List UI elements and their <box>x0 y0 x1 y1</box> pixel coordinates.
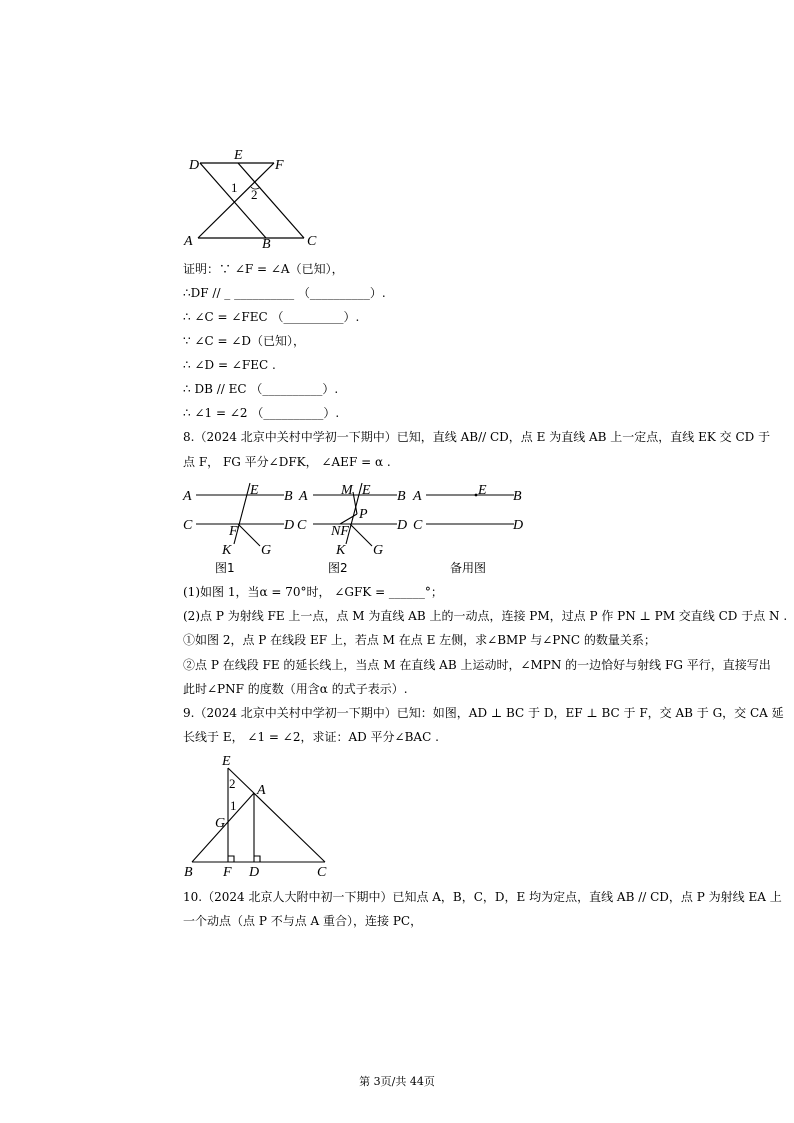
q9-stem-line-1: 9.（2024 北京中关村中学初一下期中）已知：如图，AD ⊥ BC 于 D，EF ⊥ BC 于 F，交 AB 于 G，交 CA 延 <box>183 706 784 720</box>
label-F: F <box>275 158 284 173</box>
q8-part-1: (1)如图 1，当α = 70°时， ∠GFK = ______°； <box>183 585 443 599</box>
fig2-label-C: C <box>297 518 307 533</box>
fig2-label-M: M <box>341 483 353 498</box>
label-G: G <box>215 816 226 831</box>
fig2-label-D: D <box>397 518 408 533</box>
label-B: B <box>262 237 271 250</box>
proof-line-2: ∴DF // _ __________ （__________）. <box>183 286 386 300</box>
angle-1-label: 1 <box>230 798 237 813</box>
proof-line-6: ∴ DB // EC （__________）. <box>183 382 339 396</box>
q8-part-2-2b: 此时∠PNF 的度数（用含α 的式子表示）. <box>183 682 408 696</box>
angle-1-label: 1 <box>231 180 238 195</box>
fig2-label-E: E <box>362 483 371 498</box>
fig3-label-A: A <box>413 489 422 504</box>
proof-line-7: ∴ ∠1 = ∠2 （__________）. <box>183 406 340 420</box>
fig3-caption: 备用图 <box>450 561 487 575</box>
proof-line-1: 证明：∵ ∠F = ∠A（已知）， <box>183 262 344 276</box>
q8-part-2: (2)点 P 为射线 FE 上一点，点 M 为直线 AB 上的一动点，连接 PM，过点 P 作 PN ⊥ PM 交直线 CD 于点 N . <box>183 609 788 623</box>
fig1-label-B: B <box>284 489 293 504</box>
label-A: A <box>184 234 193 249</box>
fig1-label-E: E <box>250 483 259 498</box>
fig2-seg-PN <box>340 514 357 524</box>
page-footer: 第 3页/共 44页 <box>359 1075 435 1088</box>
fig1-label-K: K <box>222 543 232 558</box>
right-angle-D <box>254 856 260 862</box>
angle-2-label: 2 <box>229 776 236 791</box>
label-D: D <box>249 865 260 880</box>
q9-stem-line-2: 长线于 E， ∠1 = ∠2，求证：AD 平分∠BAC . <box>183 730 439 744</box>
fig2-label-G: G <box>373 543 384 558</box>
right-angle-F <box>228 856 234 862</box>
q8-stem-line-2: 点 F， FG 平分∠DFK， ∠AEF = α . <box>183 455 391 469</box>
fig1-label-A: A <box>183 489 192 504</box>
fig1-label-C: C <box>183 518 193 533</box>
label-C: C <box>317 865 327 880</box>
figure-q9 <box>180 750 340 880</box>
q10-line-1: 10.（2024 北京人大附中初一下期中）已知点 A，B，C，D，E 均为定点，直线 AB // CD，点 P 为射线 EA 上 <box>183 890 782 904</box>
label-D: D <box>189 158 200 173</box>
proof-line-3: ∴ ∠C = ∠FEC （__________）. <box>183 310 360 324</box>
fig2-label-B: B <box>397 489 406 504</box>
fig2-label-K: K <box>336 543 346 558</box>
fig3-label-D: D <box>513 518 524 533</box>
proof-line-5: ∴ ∠D = ∠FEC . <box>183 358 276 372</box>
fig1-ray-FG <box>238 524 260 546</box>
fig1-caption: 图1 <box>215 561 235 575</box>
seg-EC <box>228 768 325 862</box>
q8-stem-line-1: 8.（2024 北京中关村中学初一下期中）已知，直线 AB// CD，点 E 为直线 AB 上一定点，直线 EK 交 CD 于 <box>183 430 771 444</box>
label-F: F <box>223 865 232 880</box>
fig1-label-D: D <box>284 518 295 533</box>
fig2-label-NF: NF <box>331 524 349 539</box>
q10-line-2: 一个动点（点 P 不与点 A 重合），连接 PC， <box>183 914 423 928</box>
label-A: A <box>257 783 266 798</box>
label-B: B <box>184 865 193 880</box>
fig2-ray-FG <box>350 524 372 546</box>
proof-line-4: ∵ ∠C = ∠D（已知）， <box>183 334 306 348</box>
fig2-label-P: P <box>359 507 368 522</box>
fig3-label-C: C <box>413 518 423 533</box>
label-C: C <box>307 234 317 249</box>
q8-part-2-2a: ②点 P 在线段 FE 的延长线上，当点 M 在直线 AB 上运动时，∠MPN 的一边恰好与射线 FG 平行，直接写出 <box>183 658 771 672</box>
label-E: E <box>234 148 243 163</box>
figure-q8 <box>180 478 540 578</box>
q8-part-2-1: ①如图 2，点 P 在线段 EF 上，若点 M 在点 E 左侧，求∠BMP 与∠PNC 的数量关系； <box>183 633 656 647</box>
label-E: E <box>222 754 231 769</box>
fig2-caption: 图2 <box>328 561 348 575</box>
angle-2-label: 2 <box>251 187 258 202</box>
fig2-label-A: A <box>299 489 308 504</box>
fig3-label-B: B <box>513 489 522 504</box>
fig3-label-E: E <box>478 483 487 498</box>
fig3-point-E <box>475 494 478 497</box>
fig1-label-G: G <box>261 543 272 558</box>
figure-q7 <box>180 145 330 250</box>
fig1-label-F: F <box>229 524 238 539</box>
seg-EC <box>238 163 304 238</box>
